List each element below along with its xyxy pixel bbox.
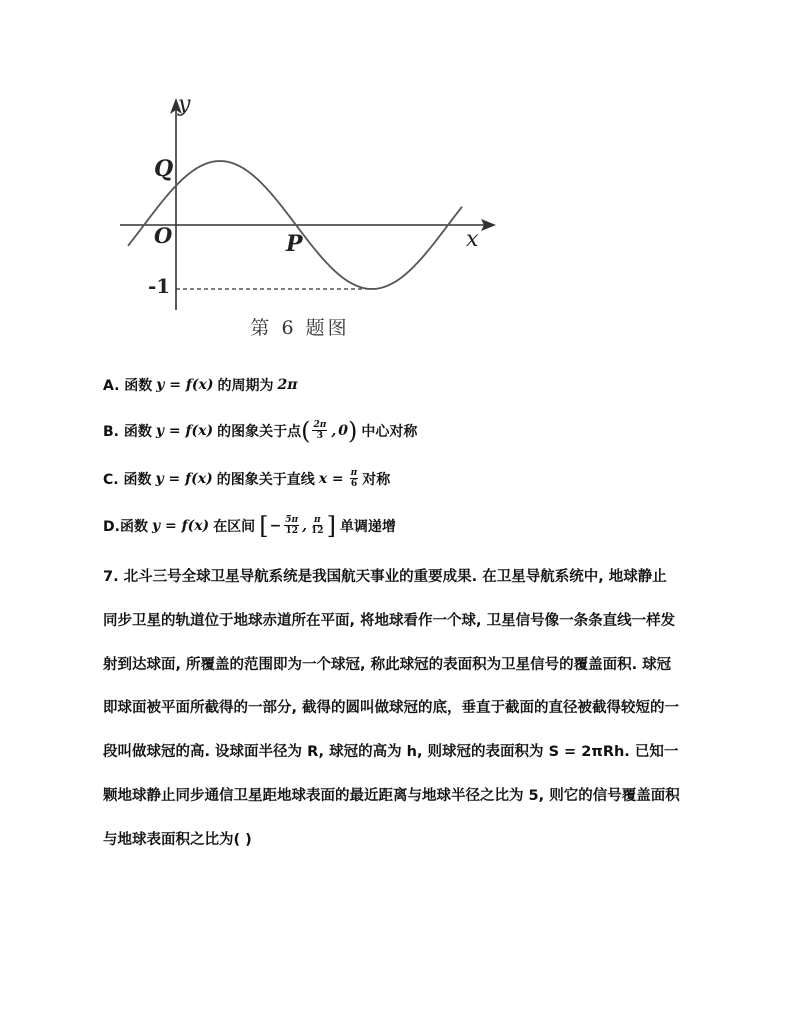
option-d-left-denominator: 12	[285, 526, 298, 536]
option-c-text: 的图象关于直线	[216, 471, 315, 488]
option-c	[103, 468, 390, 489]
option-c-numerator: π	[350, 468, 358, 478]
option-b-comma: ,	[331, 422, 337, 439]
option-a-func: y = f(x)	[156, 377, 214, 393]
point-p-label: P	[286, 231, 303, 257]
option-c-suffix: 对称	[362, 471, 391, 488]
question7-line: 射到达球面, 所覆盖的范围即为一个球冠, 称此球冠的表面积为卫星信号的覆盖面积. 球冠	[103, 657, 672, 673]
option-b-point-y: 0	[338, 422, 348, 439]
option-b-func: y = f(x)	[155, 422, 214, 439]
option-a-text: 的周期为	[217, 378, 274, 394]
option-c-func: y = f(x)	[155, 470, 213, 487]
option-d-close-bracket: ]	[326, 511, 336, 540]
x-axis-label: x	[466, 227, 479, 252]
option-d-func: y = f(x)	[151, 517, 210, 534]
option-d-suffix: 单调递增	[339, 518, 396, 535]
option-c-denominator: 6	[350, 479, 358, 489]
y-axis-label: y	[178, 92, 191, 117]
option-d-right-fraction	[310, 515, 325, 536]
option-c-eq: x =	[318, 470, 344, 487]
origin-label: O	[154, 223, 173, 248]
option-c-fraction	[350, 468, 359, 489]
option-b-suffix: 中心对称	[361, 423, 418, 440]
sine-graph-figure	[110, 92, 510, 352]
option-b-point-x-fraction	[312, 420, 327, 441]
option-d-left-numerator: 5π	[285, 515, 299, 525]
option-c-prefix: C. 函数	[103, 471, 152, 488]
option-d-left-fraction	[284, 515, 299, 536]
option-b-open-paren: (	[301, 416, 311, 445]
option-a	[103, 375, 302, 395]
option-b-point-x-denominator: 3	[316, 431, 324, 441]
question7-line: 与地球表面积之比为( )	[103, 832, 252, 848]
option-b-point-x-numerator: 2π	[313, 420, 327, 430]
option-b	[103, 416, 418, 445]
question7-line: 即球面被平面所截得的一部分, 截得的圆叫做球冠的底，垂直于截面的直径被截得较短的一	[103, 700, 680, 716]
question7-line: 同步卫星的轨道位于地球赤道所在平面, 将地球看作一个球, 卫星信号像一条条直线一样发	[103, 613, 676, 629]
question7-line: 颗地球静止同步通信卫星距地球表面的最近距离与地球半径之比为 5, 则它的信号覆盖面积	[103, 788, 680, 804]
minus-one-label: -1	[148, 274, 171, 298]
option-d-right-denominator: 12	[311, 526, 324, 536]
option-d-comma: ,	[302, 517, 308, 534]
option-b-text: 的图象关于点	[217, 423, 302, 440]
figure-caption: 第 6 题图	[250, 317, 350, 339]
option-d-text: 在区间	[213, 518, 256, 535]
option-a-value: 2π	[277, 377, 298, 393]
option-d-prefix: D.函数	[103, 518, 148, 535]
option-b-close-paren: )	[347, 416, 358, 445]
option-d-open-bracket: [	[259, 511, 269, 540]
option-d-minus: −	[269, 517, 282, 534]
point-q-label: Q	[154, 156, 174, 182]
option-b-prefix: B. 函数	[103, 423, 152, 440]
question7-line: 7. 北斗三号全球卫星导航系统是我国航天事业的重要成果. 在卫星导航系统中, 地球静止	[103, 569, 667, 585]
option-a-prefix: A. 函数	[103, 378, 153, 394]
question7-line: 段叫做球冠的高. 设球面半径为 R, 球冠的高为 h, 则球冠的表面积为 S = 2πRh. 已知一	[103, 744, 679, 760]
option-d	[103, 511, 396, 540]
option-d-right-numerator: π	[314, 515, 321, 525]
